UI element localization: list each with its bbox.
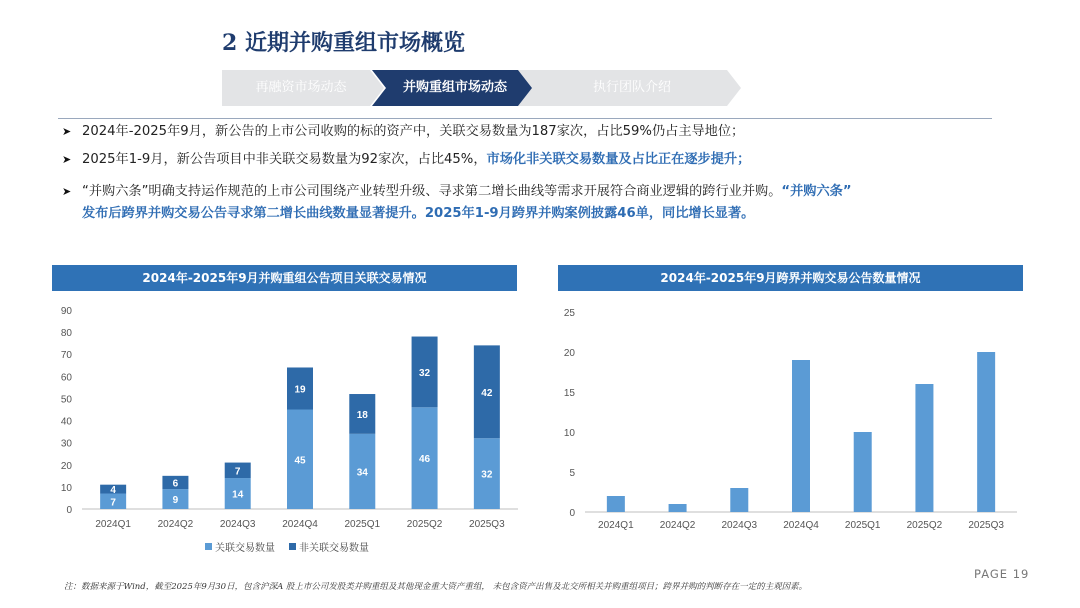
chart-1-related-transactions — [40, 296, 530, 568]
y-tick-label: 80 — [60, 328, 72, 340]
x-tick-label: 2024Q2 — [659, 520, 696, 531]
data-label: 7 — [234, 466, 241, 478]
chart-2-crossborder-deals — [545, 296, 1025, 536]
y-tick-label: 90 — [60, 306, 72, 317]
bullet-arrow-icon: ➤ — [62, 185, 72, 198]
y-tick-label: 20 — [563, 348, 575, 359]
data-label: 32 — [481, 469, 493, 481]
legend-swatch — [205, 543, 212, 550]
data-label: 46 — [419, 454, 431, 466]
chart-1-title: 2024年-2025年9月并购重组公告项目关联交易情况 — [52, 265, 517, 291]
section-nav — [222, 70, 742, 106]
bullet-1 — [62, 121, 744, 143]
x-tick-label: 2024Q4 — [282, 519, 318, 530]
nav-step-team[interactable]: 执行团队介绍 — [592, 80, 671, 95]
x-tick-label: 2025Q1 — [344, 519, 381, 530]
data-label: 18 — [356, 409, 368, 421]
y-tick-label: 25 — [563, 308, 575, 319]
bar — [669, 504, 687, 512]
data-label: 42 — [481, 387, 493, 399]
x-tick-label: 2025Q2 — [406, 519, 443, 530]
divider-line — [58, 118, 992, 119]
page-number: PAGE 19 — [974, 567, 1030, 581]
bullet-3-text: “并购六条”明确支持运作规范的上市公司围绕产业转型升级、寻求第二增长曲线等需求开展符合商业逻辑的跨行业并购。 — [82, 184, 782, 199]
data-label: 19 — [294, 384, 306, 396]
x-tick-label: 2024Q1 — [95, 519, 131, 530]
data-label: 34 — [356, 467, 368, 479]
data-label: 4 — [110, 485, 116, 497]
bullet-3 — [62, 181, 1022, 225]
data-label: 45 — [294, 455, 306, 467]
x-tick-label: 2024Q2 — [157, 519, 194, 530]
nav-step-refinancing[interactable]: 再融资市场动态 — [255, 80, 347, 95]
bullet-3-highlight-1: “并购六条” — [781, 184, 852, 199]
x-tick-label: 2025Q1 — [844, 520, 881, 531]
bullet-3-line-2 — [62, 203, 1022, 225]
x-tick-label: 2024Q3 — [219, 519, 256, 530]
x-tick-label: 2024Q1 — [598, 520, 634, 531]
bar — [915, 384, 933, 512]
y-tick-label: 30 — [60, 438, 72, 450]
y-tick-label: 60 — [60, 372, 72, 384]
legend-label: 非关联交易数量 — [299, 543, 369, 554]
nav-step-mna[interactable]: 并购重组市场动态 — [402, 80, 507, 95]
x-tick-label: 2024Q4 — [783, 520, 819, 531]
y-tick-label: 70 — [60, 350, 72, 362]
y-tick-label: 20 — [60, 460, 72, 472]
data-label: 9 — [172, 495, 179, 507]
bar — [792, 360, 810, 512]
legend-swatch — [289, 543, 296, 550]
data-label: 7 — [110, 497, 116, 509]
y-tick-label: 10 — [60, 482, 72, 494]
y-tick-label: 0 — [569, 508, 575, 519]
footnote: 注：数据来源于Wind，截至2025年9月30日，包含沪深A 股上市公司发股类并购重组及其他现金重大资产重组， 未包含资产出售及北交所相关并购重组项目；跨界并购的判断存在一定的主观因素。 — [64, 582, 808, 592]
bullet-1-text: 2024年-2025年9月，新公告的上市公司收购的标的资产中，关联交易数量为187家次，占比59%仍占主导地位； — [82, 124, 745, 139]
bullet-2-text: 2025年1-9月，新公告项目中非关联交易数量为92家次，占比45%， — [82, 152, 487, 167]
data-label: 6 — [172, 478, 179, 490]
y-tick-label: 10 — [563, 428, 575, 439]
y-tick-label: 40 — [60, 416, 72, 428]
y-tick-label: 50 — [60, 394, 72, 406]
y-tick-label: 0 — [66, 505, 72, 516]
legend-label: 关联交易数量 — [215, 543, 275, 554]
bar — [730, 488, 748, 512]
chart-2-title: 2024年-2025年9月跨界并购交易公告数量情况 — [558, 265, 1023, 291]
data-label: 32 — [419, 367, 431, 379]
x-tick-label: 2025Q2 — [906, 520, 943, 531]
bar — [977, 352, 995, 512]
bullet-3-highlight-2: 发布后跨界并购交易公告寻求第二增长曲线数量显著提升。2025年1-9月跨界并购案例披露46单，同比增长显著。 — [82, 206, 755, 221]
y-tick-label: 15 — [563, 388, 575, 399]
bullet-arrow-icon: ➤ — [62, 125, 72, 138]
x-tick-label: 2025Q3 — [968, 520, 1004, 531]
bar — [854, 432, 872, 512]
x-tick-label: 2025Q3 — [469, 519, 505, 530]
x-tick-label: 2024Q3 — [721, 520, 758, 531]
bullet-arrow-icon: ➤ — [62, 153, 72, 166]
bullet-2-highlight: 市场化非关联交易数量及占比正在逐步提升； — [486, 152, 751, 167]
page-title: 2 近期并购重组市场概览 — [222, 30, 465, 56]
bullet-2 — [62, 149, 750, 171]
data-label: 14 — [232, 489, 244, 501]
y-tick-label: 5 — [569, 468, 575, 479]
bar — [607, 496, 625, 512]
